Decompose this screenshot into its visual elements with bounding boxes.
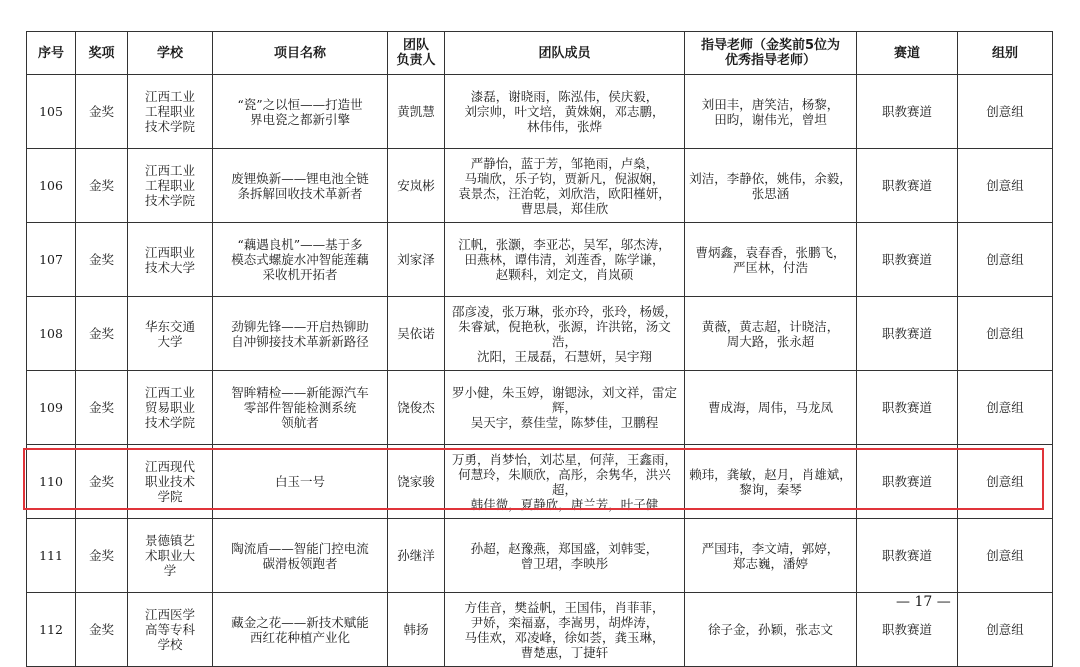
cell-group: 创意组 bbox=[958, 519, 1053, 593]
cell-seq: 106 bbox=[27, 149, 76, 223]
cell-leader: 刘家泽 bbox=[388, 223, 445, 297]
cell-leader: 饶俊杰 bbox=[388, 371, 445, 445]
table-row bbox=[27, 75, 1053, 149]
table-row bbox=[27, 371, 1053, 445]
awards-table-container bbox=[26, 31, 1052, 667]
cell-seq: 112 bbox=[27, 593, 76, 667]
cell-seq: 107 bbox=[27, 223, 76, 297]
header-leader: 团队 负责人 bbox=[388, 32, 445, 75]
header-advisors: 指导老师（金奖前5位为 优秀指导老师） bbox=[685, 32, 857, 75]
cell-award: 金奖 bbox=[76, 223, 128, 297]
cell-project: 陶流盾——智能门控电流 碳滑板领跑者 bbox=[213, 519, 388, 593]
cell-advisors: 刘田丰，唐笑洁，杨黎， 田昀，谢伟光，曾坦 bbox=[685, 75, 857, 149]
cell-seq: 105 bbox=[27, 75, 76, 149]
cell-group: 创意组 bbox=[958, 223, 1053, 297]
header-project: 项目名称 bbox=[213, 32, 388, 75]
cell-school: 景德镇艺 术职业大 学 bbox=[128, 519, 213, 593]
cell-members: 方佳音，樊益帆，王国伟，肖菲菲， 尹娇，栾福嘉，李嵩男，胡烨涛， 马佳欢，邓凌峰，徐如荟，龚玉琳， 曹楚惠，丁捷轩 bbox=[445, 593, 685, 667]
header-award: 奖项 bbox=[76, 32, 128, 75]
cell-award: 金奖 bbox=[76, 149, 128, 223]
cell-seq: 108 bbox=[27, 297, 76, 371]
cell-track: 职教赛道 bbox=[857, 75, 958, 149]
cell-members: 严静怡，蓝于芳，邹艳雨，卢燊， 马瑞欣，乐子钧，贾新凡，倪淑娴， 袁景杰，汪治乾，刘欣浩，欧阳槿妍， 曹思晨，郑佳欣 bbox=[445, 149, 685, 223]
cell-award: 金奖 bbox=[76, 371, 128, 445]
cell-school: 江西工业 工程职业 技术学院 bbox=[128, 75, 213, 149]
cell-group: 创意组 bbox=[958, 445, 1053, 519]
cell-project: 白玉一号 bbox=[213, 445, 388, 519]
cell-advisors: 曹炳鑫，袁春香，张鹏飞， 严匡林，付浩 bbox=[685, 223, 857, 297]
cell-advisors: 黄薇，黄志超，计晓洁， 周大路，张永超 bbox=[685, 297, 857, 371]
cell-group: 创意组 bbox=[958, 75, 1053, 149]
cell-seq: 110 bbox=[27, 445, 76, 519]
cell-track: 职教赛道 bbox=[857, 223, 958, 297]
cell-group: 创意组 bbox=[958, 149, 1053, 223]
cell-track: 职教赛道 bbox=[857, 149, 958, 223]
cell-group: 创意组 bbox=[958, 297, 1053, 371]
cell-school: 江西职业 技术大学 bbox=[128, 223, 213, 297]
table-row bbox=[27, 297, 1053, 371]
cell-seq: 109 bbox=[27, 371, 76, 445]
cell-track: 职教赛道 bbox=[857, 519, 958, 593]
header-row bbox=[27, 32, 1053, 75]
cell-track: 职教赛道 bbox=[857, 593, 958, 667]
table-row-highlighted bbox=[27, 519, 1053, 593]
cell-school: 江西现代 职业技术 学院 bbox=[128, 445, 213, 519]
cell-leader: 饶家骏 bbox=[388, 445, 445, 519]
awards-table bbox=[26, 31, 1053, 667]
cell-project: “藕遇良机”——基于多 模态式螺旋水冲智能莲藕 采收机开拓者 bbox=[213, 223, 388, 297]
cell-leader: 黄凯慧 bbox=[388, 75, 445, 149]
cell-members: 孙超，赵豫燕，郑国盛，刘韩雯， 曾卫珺，李映彤 bbox=[445, 519, 685, 593]
header-school: 学校 bbox=[128, 32, 213, 75]
cell-school: 江西医学 高等专科 学校 bbox=[128, 593, 213, 667]
cell-track: 职教赛道 bbox=[857, 297, 958, 371]
cell-group: 创意组 bbox=[958, 371, 1053, 445]
cell-project: 藏金之花——新技术赋能 西红花种植产业化 bbox=[213, 593, 388, 667]
cell-award: 金奖 bbox=[76, 445, 128, 519]
cell-advisors: 严国玮，李文靖，郭婷， 郑志巍，潘婷 bbox=[685, 519, 857, 593]
page-number: — 17 — bbox=[896, 594, 951, 610]
cell-award: 金奖 bbox=[76, 519, 128, 593]
cell-project: 废锂焕新——锂电池全链 条拆解回收技术革新者 bbox=[213, 149, 388, 223]
cell-leader: 韩扬 bbox=[388, 593, 445, 667]
cell-advisors: 赖玮，龚敏，赵月，肖雄斌， 黎询，秦琴 bbox=[685, 445, 857, 519]
cell-advisors: 徐子金，孙颖，张志文 bbox=[685, 593, 857, 667]
table-row bbox=[27, 223, 1053, 297]
cell-project: “瓷”之以恒——打造世 界电瓷之都新引擎 bbox=[213, 75, 388, 149]
cell-project: 劲铆先锋——开启热铆助 自冲铆接技术革新新路径 bbox=[213, 297, 388, 371]
cell-school: 江西工业 贸易职业 技术学院 bbox=[128, 371, 213, 445]
cell-award: 金奖 bbox=[76, 593, 128, 667]
cell-members: 罗小健，朱玉婷，谢锶泳，刘文祥，雷定辉， 吴天宇，蔡佳莹，陈梦佳，卫鹏程 bbox=[445, 371, 685, 445]
header-members: 团队成员 bbox=[445, 32, 685, 75]
highlight-box bbox=[23, 448, 1044, 510]
header-track: 赛道 bbox=[857, 32, 958, 75]
cell-award: 金奖 bbox=[76, 297, 128, 371]
cell-members: 邵彦凌，张万琳，张亦玲，张玲，杨媛， 朱睿斌，倪艳秋，张源，许洪铭，汤文浩， 沈阳，王晟磊，石慧妍，吴宇翔 bbox=[445, 297, 685, 371]
cell-school: 江西工业 工程职业 技术学院 bbox=[128, 149, 213, 223]
header-seq: 序号 bbox=[27, 32, 76, 75]
cell-school: 华东交通 大学 bbox=[128, 297, 213, 371]
cell-members: 万勇，肖梦怡，刘芯星，何萍，王鑫雨， 何慧玲，朱顺欣，高彤，余隽华，洪兴超， 韩佳微，夏静欣，唐兰芳，叶子健 bbox=[445, 445, 685, 519]
cell-leader: 吴依诺 bbox=[388, 297, 445, 371]
header-group: 组别 bbox=[958, 32, 1053, 75]
cell-leader: 孙继洋 bbox=[388, 519, 445, 593]
cell-track: 职教赛道 bbox=[857, 445, 958, 519]
cell-project: 智眸精检——新能源汽车 零部件智能检测系统 领航者 bbox=[213, 371, 388, 445]
table-row bbox=[27, 149, 1053, 223]
cell-leader: 安岚彬 bbox=[388, 149, 445, 223]
cell-advisors: 刘洁，李静依，姚伟，余毅， 张思涵 bbox=[685, 149, 857, 223]
cell-award: 金奖 bbox=[76, 75, 128, 149]
cell-track: 职教赛道 bbox=[857, 371, 958, 445]
cell-group: 创意组 bbox=[958, 593, 1053, 667]
cell-members: 漆磊，谢晓雨，陈泓伟，侯庆毅， 刘宗帅，叶文培，黄姝娴，邓志鹏， 林伟伟，张烨 bbox=[445, 75, 685, 149]
cell-members: 江帆，张灏，李亚芯，吴军，邬杰涛， 田燕林，谭伟清，刘莲香，陈学谦， 赵颗科，刘定文，肖岚硕 bbox=[445, 223, 685, 297]
cell-advisors: 曹成海，周伟，马龙凤 bbox=[685, 371, 857, 445]
cell-seq: 111 bbox=[27, 519, 76, 593]
